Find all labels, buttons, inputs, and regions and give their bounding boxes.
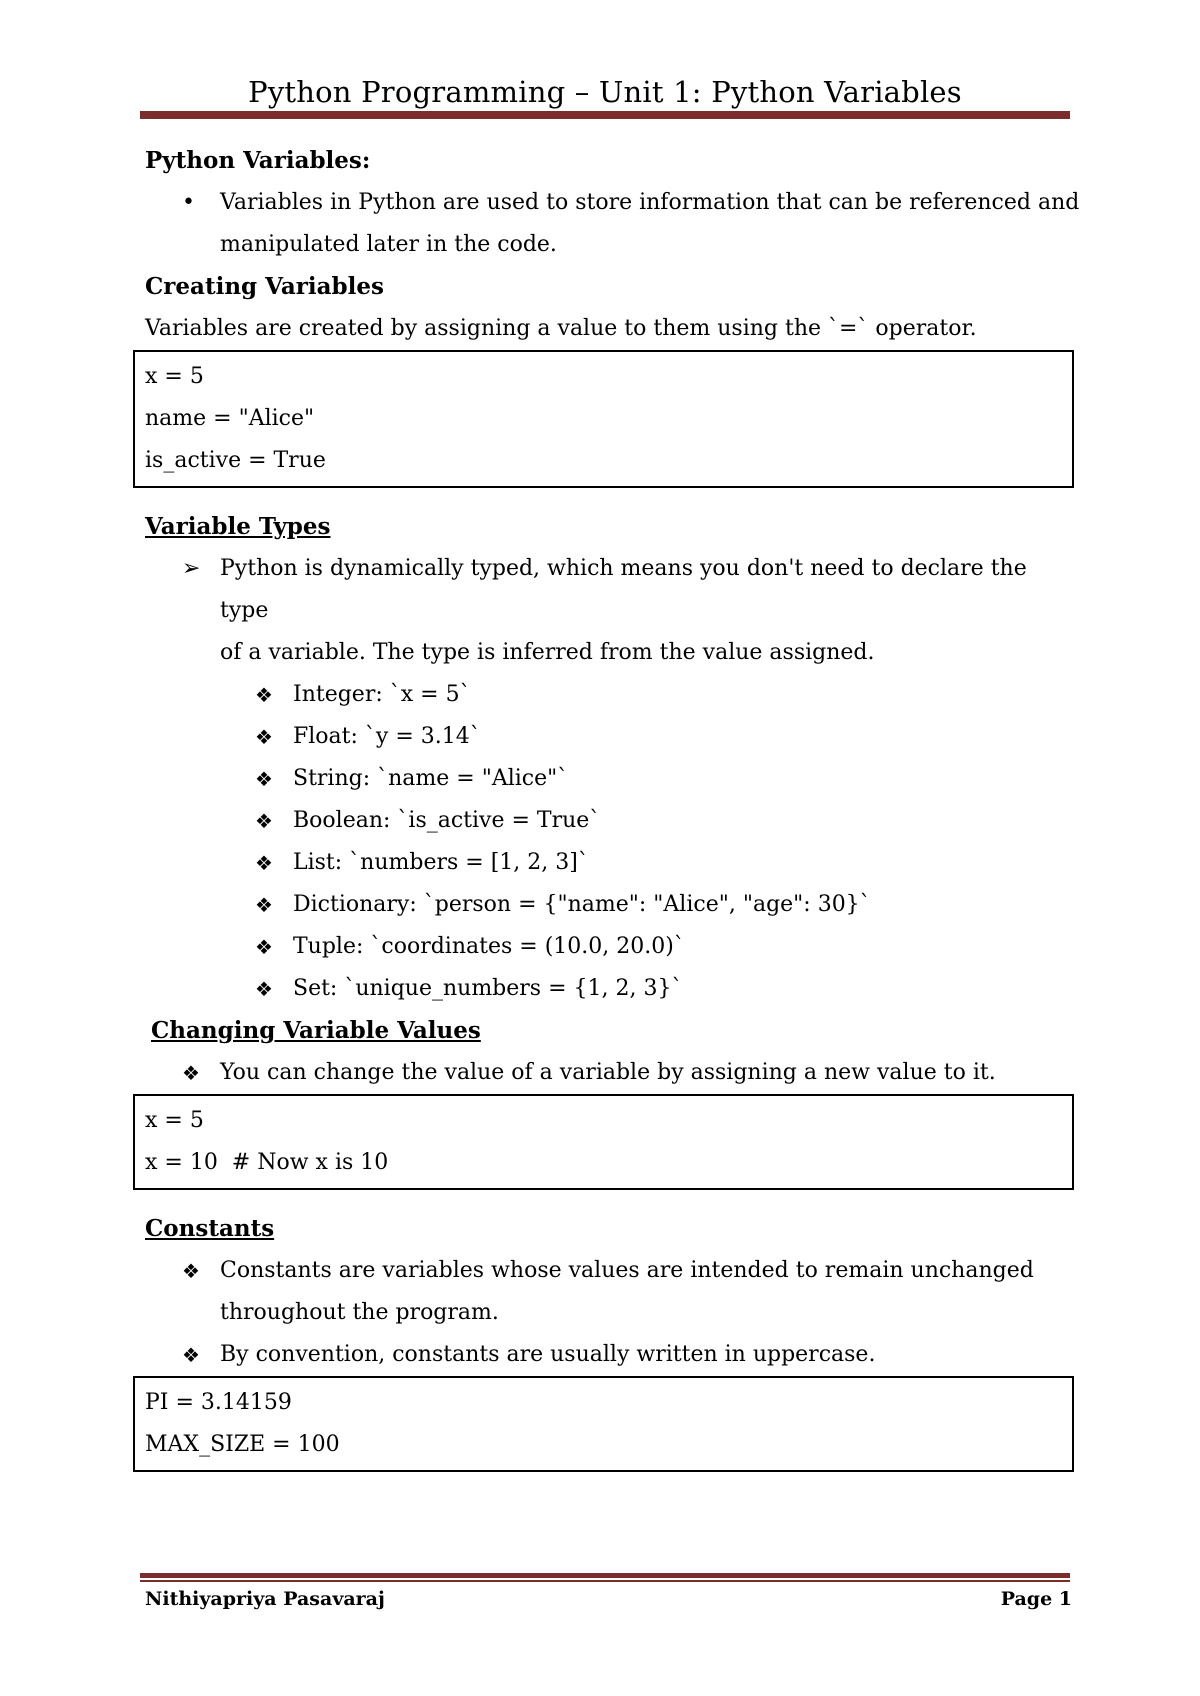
section-heading-constants: Constants (145, 1215, 275, 1242)
type-item: Integer: `x = 5` (293, 682, 471, 707)
list-item (145, 182, 1080, 224)
list-item (145, 1250, 1080, 1292)
diamond-bullet-icon: ❖ (255, 893, 273, 917)
list-item (145, 758, 1080, 800)
type-item: Dictionary: `person = {"name": "Alice", "age": 30}` (293, 892, 871, 917)
list-item (145, 548, 1080, 632)
code-block-creating (133, 350, 1074, 488)
page-title: Python Programming – Unit 1: Python Variables (248, 75, 962, 109)
type-item: Float: `y = 3.14` (293, 724, 481, 749)
bullet-text-continuation: manipulated later in the code. (220, 232, 557, 257)
section-heading-creating-variables: Creating Variables (145, 273, 384, 300)
paragraph: Variables are created by assigning a value to them using the `=` operator. (145, 316, 977, 341)
list-item (145, 716, 1080, 758)
section-heading-variable-types: Variable Types (145, 513, 331, 540)
bullet-text: By convention, constants are usually written in uppercase. (220, 1342, 876, 1367)
diamond-bullet-icon: ❖ (255, 935, 273, 959)
spacer (145, 488, 1080, 506)
diamond-bullet-icon: ❖ (255, 725, 273, 749)
list-item (145, 968, 1080, 1010)
header-rule (140, 111, 1070, 119)
bullet-text: Constants are variables whose values are intended to remain unchanged (220, 1258, 1034, 1283)
code-line: name = "Alice" (145, 406, 315, 431)
code-line: x = 10 # Now x is 10 (145, 1150, 389, 1175)
diamond-bullet-icon: ❖ (255, 809, 273, 833)
type-item: Boolean: `is_active = True` (293, 808, 601, 833)
list-item (145, 884, 1080, 926)
diamond-bullet-icon: ❖ (255, 977, 273, 1001)
code-line: MAX_SIZE = 100 (145, 1432, 340, 1457)
section-heading-python-variables: Python Variables: (145, 147, 371, 174)
code-block-constants (133, 1376, 1074, 1472)
arrow-bullet-icon: ➢ (182, 556, 201, 581)
footer-rule-thin (140, 1580, 1070, 1582)
list-item (145, 800, 1080, 842)
spacer (145, 1190, 1080, 1208)
code-line: x = 5 (145, 364, 204, 389)
type-item: List: `numbers = [1, 2, 3]` (293, 850, 589, 875)
footer-page-number: Page 1 (1000, 1588, 1072, 1610)
code-block-changing (133, 1094, 1074, 1190)
list-item (145, 1334, 1080, 1376)
type-item: Tuple: `coordinates = (10.0, 20.0)` (293, 934, 685, 959)
diamond-bullet-icon: ❖ (255, 683, 273, 707)
diamond-bullet-icon: ❖ (255, 767, 273, 791)
list-item (145, 674, 1080, 716)
bullet-icon: • (182, 190, 195, 215)
bullet-text: You can change the value of a variable by assigning a new value to it. (220, 1060, 996, 1085)
bullet-text-continuation: throughout the program. (220, 1300, 499, 1325)
footer-author: Nithiyapriya Pasavaraj (145, 1588, 385, 1610)
bullet-text: Variables in Python are used to store information that can be referenced and (220, 190, 1080, 215)
code-line: PI = 3.14159 (145, 1390, 292, 1415)
list-item (145, 926, 1080, 968)
code-line: is_active = True (145, 448, 326, 473)
diamond-bullet-icon: ❖ (182, 1343, 200, 1367)
list-item (145, 1052, 1080, 1094)
bullet-text-continuation: of a variable. The type is inferred from the value assigned. (220, 640, 875, 665)
diamond-bullet-icon: ❖ (255, 851, 273, 875)
type-item: Set: `unique_numbers = {1, 2, 3}` (293, 976, 683, 1001)
diamond-bullet-icon: ❖ (182, 1259, 200, 1283)
diamond-bullet-icon: ❖ (182, 1061, 200, 1085)
section-heading-changing-values: Changing Variable Values (151, 1017, 481, 1044)
type-item: String: `name = "Alice"` (293, 766, 569, 791)
bullet-text: Python is dynamically typed, which means you don't need to declare the type (220, 556, 1027, 623)
list-item (145, 842, 1080, 884)
code-line: x = 5 (145, 1108, 204, 1133)
document-body (145, 140, 1080, 1472)
footer-rule (140, 1573, 1070, 1578)
